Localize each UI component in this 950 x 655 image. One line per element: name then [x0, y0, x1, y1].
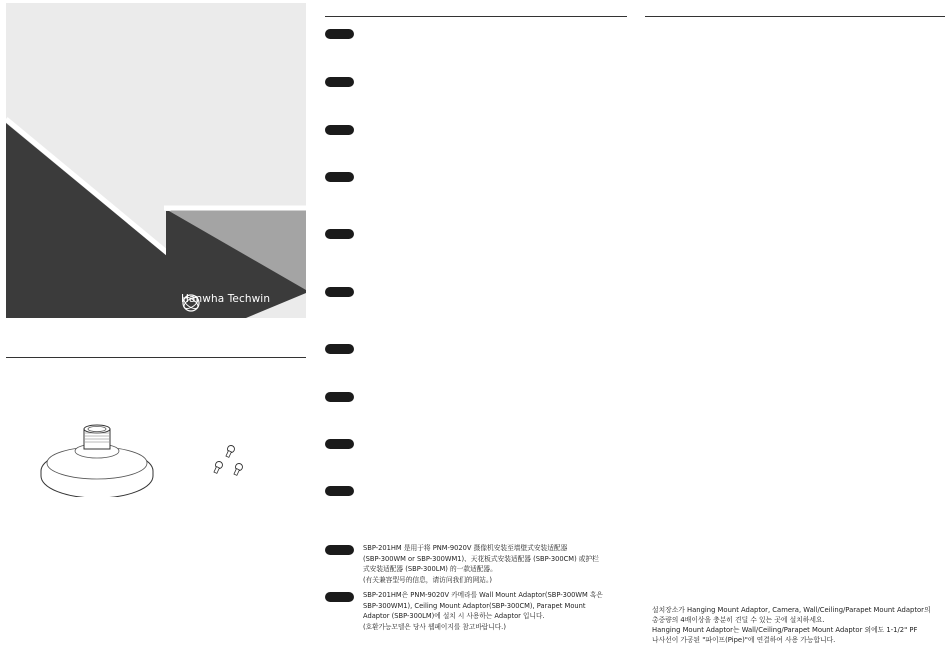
middle-column-rule [325, 16, 627, 17]
korean-description [363, 590, 628, 632]
language-marker [325, 486, 354, 496]
screws-image [211, 443, 247, 479]
language-marker [325, 77, 354, 87]
chinese-line: SBP-201HM 是用于将 PNM-9020V 摄像机安装至墙壁式安装适配器 [363, 544, 568, 552]
mount-adaptor-image [38, 423, 156, 497]
korean-line: SBP-300WM1), Ceiling Mount Adaptor(SBP-300CM), Parapet Mount [363, 601, 586, 610]
language-marker [325, 392, 354, 402]
installation-note [652, 605, 948, 645]
left-column-rule [6, 357, 306, 358]
language-marker [325, 29, 354, 39]
install-note-line: 총중량의 4배이상을 충분히 견딜 수 있는 곳에 설치하세요. [652, 616, 825, 624]
language-marker-chinese [325, 545, 354, 555]
cover-graphic [6, 3, 306, 318]
chinese-description [363, 543, 628, 585]
brand-logo [181, 293, 270, 305]
language-marker [325, 287, 354, 297]
chinese-line: 式安装适配器 (SBP-300LM) 的一款适配器。 [363, 565, 497, 573]
install-note-line: 설치장소가 Hanging Mount Adaptor, Camera, Wall/Ceiling/Parapet Mount Adaptor의 [652, 606, 931, 614]
cover-panel [6, 3, 306, 318]
korean-line: (호환가능모델은 당사 웹페이지를 참고바랍니다.) [363, 622, 506, 631]
install-note-line: 나사선이 가공된 "파이프(Pipe)"에 연결하여 사용 가능합니다. [652, 636, 836, 644]
chinese-line: (有关兼容型号的信息，请访问我们的网站。) [363, 575, 492, 584]
language-marker [325, 229, 354, 239]
right-column-rule [645, 16, 945, 17]
brand-name: Hanwha Techwin [181, 293, 271, 305]
language-marker [325, 172, 354, 182]
language-marker-korean [325, 592, 354, 602]
chinese-line: (SBP-300WM or SBP-300WM1)、天花板式安装适配器 (SBP-300CM) 或护栏 [363, 554, 599, 563]
korean-line: Adaptor (SBP-300LM)에 설치 시 사용하는 Adaptor 입니다. [363, 612, 545, 620]
korean-line: SBP-201HM은 PNM-9020V 카메라를 Wall Mount Adaptor(SBP-300WM 혹은 [363, 591, 603, 599]
install-note-line: Hanging Mount Adaptor는 Wall/Ceiling/Parapet Mount Adaptor 외에도 1-1/2" PF [652, 626, 918, 634]
language-marker [325, 125, 354, 135]
language-marker [325, 344, 354, 354]
hanwha-logo-icon [181, 293, 201, 313]
language-marker [325, 439, 354, 449]
